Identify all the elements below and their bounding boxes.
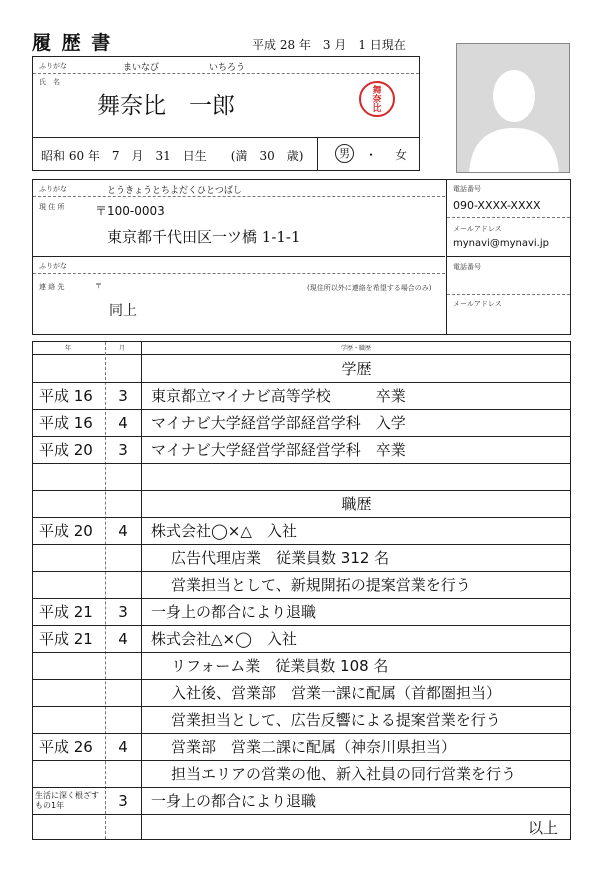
history-month (105, 761, 141, 787)
history-year (33, 491, 105, 517)
address-furigana-label: ふりがな (39, 185, 67, 193)
phone-label: 電話番号 (453, 185, 481, 193)
history-year: 生活に深く根ざすもの1年 (35, 791, 99, 810)
contact-email-label: メールアドレス (453, 300, 502, 308)
history-row (33, 599, 570, 626)
history-content: 入社後、営業部 営業一課に配属（首都圏担当） (171, 684, 502, 702)
history-row (33, 680, 570, 707)
address-furigana: とうきょうとちよだくひとつばし (107, 186, 242, 196)
history-content: 一身上の都合により退職 (151, 792, 317, 810)
history-month: 4 (118, 630, 128, 648)
header-content: 学歴・職歴 (341, 345, 372, 352)
header-year: 年 (65, 345, 72, 352)
history-row (33, 788, 570, 815)
history-month: 4 (118, 738, 128, 756)
history-month: 4 (118, 414, 128, 432)
history-month: 3 (118, 441, 128, 459)
history-row (33, 356, 570, 383)
history-content: リフォーム業 従業員数 108 名 (171, 657, 389, 675)
history-year (33, 356, 105, 382)
history-content: 東京都立マイナビ高等学校 卒業 (151, 387, 406, 405)
history-year: 平成 21 (39, 603, 93, 621)
name-furigana-given: いちろう (209, 63, 246, 73)
history-row (33, 626, 570, 653)
email-value: mynavi@mynavi.jp (453, 238, 549, 249)
history-month (105, 545, 141, 571)
history-row (33, 518, 570, 545)
history-month: 3 (118, 792, 128, 810)
history-content: マイナビ大学経営学部経営学科 入学 (151, 414, 406, 432)
person-silhouette-icon (457, 44, 570, 173)
history-content: 広告代理店業 従業員数 312 名 (171, 549, 390, 567)
history-content: 営業担当として、広告反響による提案営業を行う (171, 711, 501, 729)
history-content: 一身上の都合により退職 (151, 603, 317, 621)
history-row (33, 707, 570, 734)
history-year: 平成 16 (39, 387, 93, 405)
contact-furigana-label: ふりがな (39, 262, 67, 270)
seal-text: 舞奈比 (372, 86, 382, 114)
history-year (33, 680, 105, 706)
history-year (33, 653, 105, 679)
history-row (33, 410, 570, 437)
full-name: 舞奈比 一郎 (97, 93, 235, 119)
history-month (105, 680, 141, 706)
document-title: 履 歴 書 (32, 32, 113, 54)
history-year (33, 815, 105, 841)
history-content: 株式会社△×◯ 入社 (151, 630, 297, 648)
photo-placeholder (456, 43, 570, 173)
address-value: 東京都千代田区一ツ橋 1-1-1 (107, 228, 301, 246)
history-month (105, 356, 141, 382)
address-section (32, 179, 571, 335)
history-content: マイナビ大学経営学部経営学科 卒業 (151, 441, 406, 459)
history-content: 営業部 営業二課に配属（神奈川県担当） (171, 738, 457, 756)
address-label: 現 住 所 (39, 203, 65, 211)
furigana-label: ふりがな (39, 62, 67, 70)
contact-note: (現住所以外に連絡を希望する場合のみ) (307, 284, 432, 292)
history-row (33, 491, 570, 518)
history-year: 平成 21 (39, 630, 93, 648)
contact-label: 連 絡 先 (39, 283, 65, 291)
address-postal: 〒100-0003 (95, 204, 165, 218)
gender-separator: ・ (365, 148, 378, 162)
history-content: 以上 (527, 819, 558, 837)
history-content: 学歴 (341, 360, 372, 378)
history-month (105, 815, 141, 841)
history-row (33, 464, 570, 491)
history-content: 担当エリアの営業の他、新入社員の同行営業を行う (171, 765, 517, 783)
history-row (33, 653, 570, 680)
history-content (143, 464, 570, 490)
history-year (33, 545, 105, 571)
history-content: 営業担当として、新規開拓の提案営業を行う (171, 576, 471, 594)
history-month (105, 491, 141, 517)
history-row (33, 761, 570, 788)
history-year: 平成 20 (39, 522, 93, 540)
history-year (33, 761, 105, 787)
name-label: 氏 名 (39, 78, 60, 86)
history-table (32, 341, 571, 840)
email-label: メールアドレス (453, 225, 502, 233)
history-row (33, 545, 570, 572)
history-year: 平成 26 (39, 738, 93, 756)
history-year (33, 572, 105, 598)
history-row (33, 572, 570, 599)
contact-value: 同上 (109, 303, 137, 319)
history-year (33, 464, 105, 490)
history-year: 平成 20 (39, 441, 93, 459)
name-furigana-family: まいなび (123, 63, 160, 73)
history-month (105, 653, 141, 679)
gender-female-option[interactable]: 女 (395, 148, 408, 162)
history-row (33, 815, 570, 842)
history-row (33, 437, 570, 464)
history-header (33, 342, 570, 355)
history-content: 株式会社◯×△ 入社 (151, 522, 297, 540)
history-month (105, 464, 141, 490)
contact-phone-label: 電話番号 (453, 263, 481, 271)
history-row (33, 383, 570, 410)
gender-male-option[interactable]: 男 (335, 144, 354, 163)
seal-stamp (359, 81, 395, 117)
history-month: 4 (118, 522, 128, 540)
phone-value: 090-XXXX-XXXX (453, 199, 541, 212)
header-month: 月 (119, 345, 126, 352)
history-month (105, 707, 141, 733)
history-month (105, 572, 141, 598)
history-year (33, 707, 105, 733)
history-month: 3 (118, 387, 128, 405)
history-content: 職歴 (341, 495, 372, 513)
birth-date: 昭和 60 年 7 月 31 日生 (満 30 歳) (41, 149, 304, 163)
history-row (33, 734, 570, 761)
name-section (32, 56, 420, 171)
history-month: 3 (118, 603, 128, 621)
history-year: 平成 16 (39, 414, 93, 432)
document-date: 平成 28 年 3 月 1 日現在 (252, 38, 406, 52)
contact-postal-mark: 〒 (95, 282, 102, 290)
